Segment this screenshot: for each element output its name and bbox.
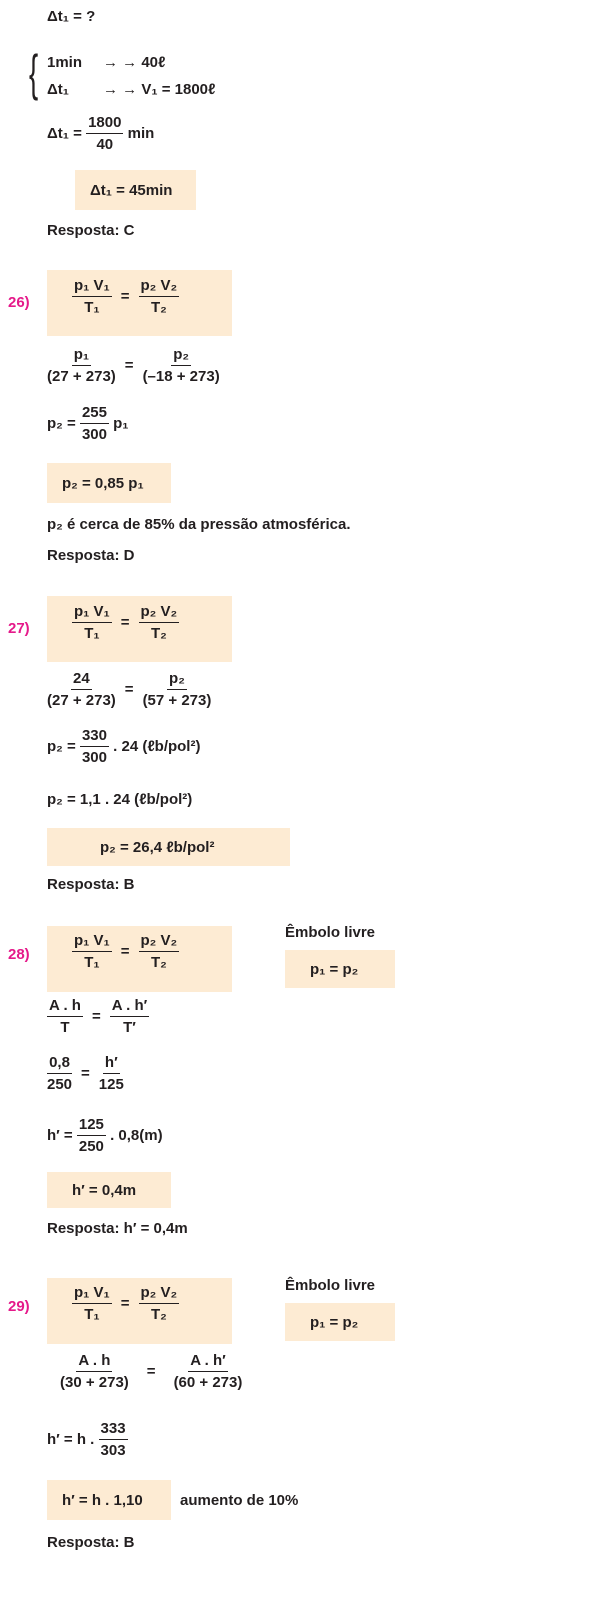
step2-27 — [47, 727, 200, 766]
calc-denominator: 40 — [96, 136, 114, 153]
answer-28: Resposta: h′ = 0,4m — [47, 1220, 188, 1237]
side-title-29: Êmbolo livre — [285, 1277, 376, 1294]
step3-27: p₂ = 1,1 . 24 (ℓb/pol²) — [47, 791, 193, 808]
note-26: p₂ é cerca de 85% da pressão atmosférica. — [47, 516, 351, 533]
calc-lhs: Δt₁ = — [47, 125, 82, 142]
s1-29-num2: A . h′ — [188, 1352, 228, 1372]
step2-29 — [47, 1420, 128, 1459]
s2-28-den1: 250 — [47, 1076, 73, 1093]
s1-28-num2: A . h′ — [110, 997, 150, 1017]
proportion-row-1 — [47, 54, 165, 71]
s1-27-num1: 24 — [71, 670, 92, 690]
law27-den1: T₁ — [84, 625, 100, 642]
s1-26-den1: (27 + 273) — [47, 368, 116, 385]
law29-den1: T₁ — [84, 1306, 100, 1323]
calc-numerator: 1800 — [86, 114, 123, 134]
s1-29-num1: A . h — [76, 1352, 112, 1372]
system-brace: { — [29, 45, 39, 101]
result-28: h′ = 0,4m — [72, 1182, 137, 1199]
answer-29: Resposta: B — [47, 1534, 135, 1551]
s1-28-den1: T — [60, 1019, 70, 1036]
law28-den1: T₁ — [84, 954, 100, 971]
row1-left: 1min — [47, 54, 83, 71]
s2-27-tail: . 24 (ℓb/pol²) — [113, 738, 201, 755]
question-number-28: 28) — [8, 946, 30, 963]
row2-left: Δt₁ — [47, 81, 69, 98]
s2-29-lhs: h′ = h . — [47, 1431, 95, 1448]
step1-29: $\frac{A . h}{(30 + 273)}$ = $\frac{A . h'}{(60 + 273)}$ — [60, 1352, 243, 1391]
law27-den2: T₂ — [150, 625, 167, 642]
s2-26-num: 255 — [80, 404, 109, 424]
law26-den2: T₂ — [150, 299, 167, 316]
gas-law-26: $\frac{\text{p₁ V₁}}{\text{T₁}}$ = $\frac{\text{p₂ V₂}}{\text{T₂}}$ — [74, 277, 178, 316]
proportion-row-2 — [47, 81, 215, 98]
delta-t-calculation — [47, 114, 154, 153]
law27-num2: p₂ V₂ — [139, 603, 180, 623]
s2-27-lhs: p₂ = — [47, 738, 76, 755]
law26-num1: p₁ V₁ — [72, 277, 112, 297]
row1-arrow: → → — [103, 54, 138, 71]
row2-right: V₁ = 1800ℓ — [141, 81, 216, 98]
s3-28-lhs: h′ = — [47, 1127, 73, 1144]
law29-num1: p₁ V₁ — [72, 1284, 112, 1304]
step1-28: $\frac{A . h}{T}$ = $\frac{A . h'}{T'}$ — [49, 997, 148, 1036]
s3-28-tail: . 0,8(m) — [110, 1127, 163, 1144]
s1-28-den2: T′ — [123, 1019, 136, 1036]
result-29: h′ = h . 1,10 — [62, 1492, 143, 1509]
s1-27-num2: p₂ — [167, 670, 187, 690]
step1-26: $\frac{\text{p₁}}{(27 + 273)}$ = $\frac{\text{p₂}}{(-18 + 273)}$ — [47, 346, 220, 385]
s2-28-num1: 0,8 — [47, 1054, 72, 1074]
side-title-28: Êmbolo livre — [285, 924, 376, 941]
result-27: p₂ = 26,4 ℓb/pol² — [100, 839, 215, 856]
s1-29-den2: (60 + 273) — [173, 1374, 243, 1391]
s1-26-num2: p₂ — [171, 346, 191, 366]
law26-num2: p₂ V₂ — [139, 277, 180, 297]
result-26: p₂ = 0,85 p₁ — [62, 475, 144, 492]
step1-27: $\frac{24}{(27 + 273)}$ = $\frac{\text{p₂}}{(57 + 273)}$ — [47, 670, 212, 709]
side-eq-28: p₁ = p₂ — [310, 961, 359, 978]
step2-28: $\frac{0,8}{250}$ = $\frac{h'}{125}$ — [47, 1054, 124, 1093]
gas-law-29: $\frac{\text{p₁ V₁}}{\text{T₁}}$ = $\frac{\text{p₂ V₂}}{\text{T₂}}$ — [74, 1284, 178, 1323]
s3-28-num: 125 — [77, 1116, 106, 1136]
unknown-delta-t: Δt₁ = ? — [47, 8, 96, 25]
s3-28-den: 250 — [78, 1138, 104, 1155]
s2-28-num2: h′ — [103, 1054, 120, 1074]
side-eq-29: p₁ = p₂ — [310, 1314, 359, 1331]
law29-num2: p₂ V₂ — [139, 1284, 180, 1304]
s2-27-den: 300 — [81, 749, 107, 766]
answer-26: Resposta: D — [47, 547, 135, 564]
step2-26 — [47, 404, 129, 443]
s2-29-den: 303 — [100, 1442, 126, 1459]
question-number-27: 27) — [8, 620, 30, 637]
result-note-29: aumento de 10% — [180, 1492, 299, 1509]
s1-28-num1: A . h — [47, 997, 83, 1017]
s1-29-den1: (30 + 273) — [60, 1374, 129, 1391]
s2-27-num: 330 — [80, 727, 109, 747]
gas-law-28: $\frac{\text{p₁ V₁}}{\text{T₁}}$ = $\frac{\text{p₂ V₂}}{\text{T₂}}$ — [74, 932, 178, 971]
s2-26-lhs: p₂ = — [47, 415, 76, 432]
law26-den1: T₁ — [84, 299, 100, 316]
gas-law-27: $\frac{\text{p₁ V₁}}{\text{T₁}}$ = $\frac{\text{p₂ V₂}}{\text{T₂}}$ — [74, 603, 178, 642]
result-delta-t: Δt₁ = 45min — [90, 182, 173, 199]
law28-num1: p₁ V₁ — [72, 932, 112, 952]
s1-26-den2: (–18 + 273) — [142, 368, 220, 385]
s2-26-den: 300 — [81, 426, 107, 443]
law28-num2: p₂ V₂ — [139, 932, 180, 952]
law27-num1: p₁ V₁ — [72, 603, 112, 623]
s1-26-num1: p₁ — [72, 346, 91, 366]
answer-top: Resposta: C — [47, 222, 135, 239]
s2-26-tail: p₁ — [113, 415, 129, 432]
s2-29-num: 333 — [99, 1420, 128, 1440]
row2-arrow: → → — [103, 81, 138, 98]
question-number-29: 29) — [8, 1298, 30, 1315]
answer-27: Resposta: B — [47, 876, 135, 893]
s1-27-den1: (27 + 273) — [47, 692, 116, 709]
s1-27-den2: (57 + 273) — [142, 692, 212, 709]
law28-den2: T₂ — [150, 954, 167, 971]
row1-right: 40ℓ — [141, 54, 166, 71]
question-number-26: 26) — [8, 294, 30, 311]
s2-28-den2: 125 — [98, 1076, 124, 1093]
step3-28 — [47, 1116, 163, 1155]
law29-den2: T₂ — [150, 1306, 167, 1323]
calc-unit: min — [127, 125, 155, 142]
